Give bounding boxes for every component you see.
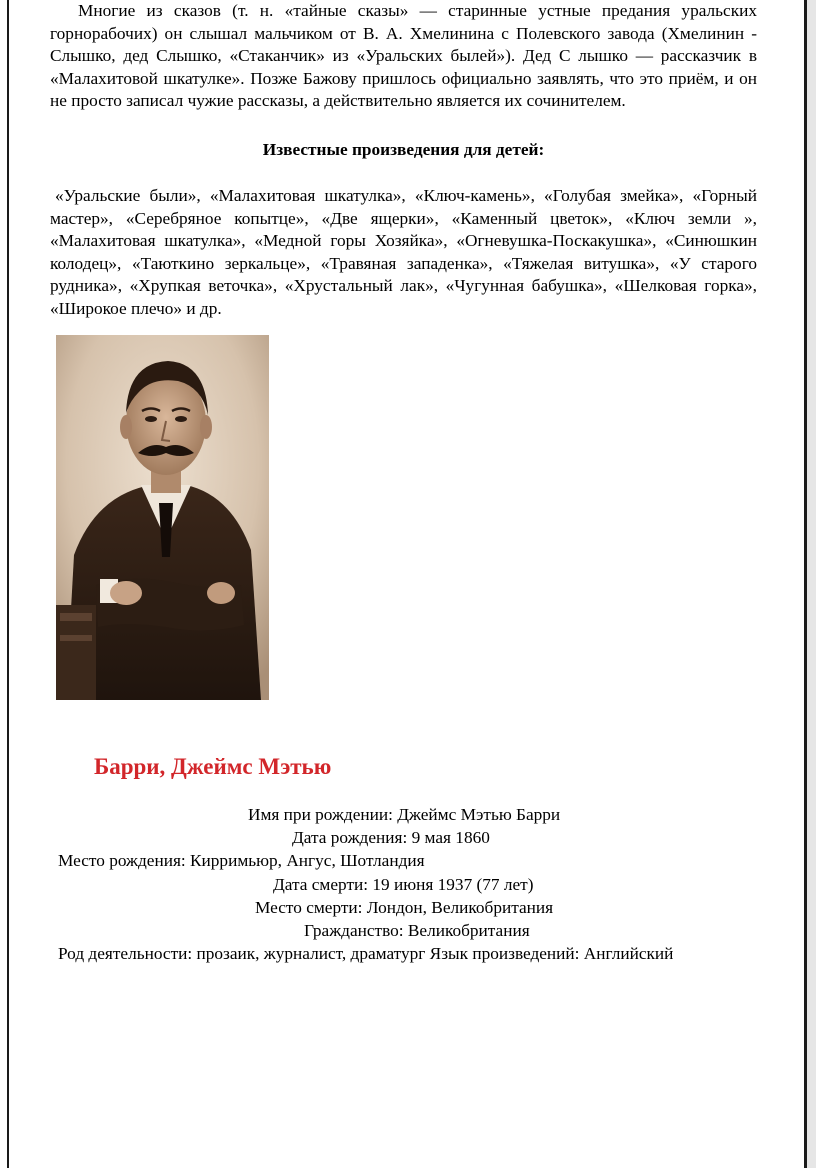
intro-paragraph: Многие из сказов (т. н. «тайные сказы» — старинные устные предания уральских горнорабочих) он слышал мальчиком от В. А. Хмелинина с Полевского завода (Хмелинин - Слышко, дед Слышко, «Стаканчик» из «Уральских былей»). Дед С лышко — рассказчик в «Малахитовой шкатулке». Позже Бажову пришлось официально заявлять, что это приём, и он не просто записал чужие рассказы, а действительно является их сочинителем. — [50, 1, 757, 110]
page-border-left — [7, 0, 9, 1168]
bio-birth-place: Место рождения: Кирримьюр, Ангус, Шотландия — [58, 851, 425, 870]
page-shadow — [807, 0, 816, 1168]
bio-occupation: Род деятельности: прозаик, журналист, драматург Язык произведений: Английский — [58, 944, 674, 963]
works-heading: Известные произведения для детей: — [262, 140, 545, 159]
author-name-heading: Барри, Джеймс Мэтью — [94, 754, 332, 779]
works-paragraph: «Уральские были», «Малахитовая шкатулка», «Ключ-камень», «Голубая змейка», «Горный мастер», «Серебряное копытце», «Две ящерки», «Каменный цветок», «Ключ земли », «Малахитовая шкатулка», «Медной горы Хозяйка», «Огневушка-Поскакушка», «Синюшкин колодец», «Таюткино зеркальце», «Травяная западенка», «Тяжелая витушка», «У старого рудника», «Хрупкая веточка», «Хрустальный лак», «Чугунная бабушка», «Шелковая горка», «Широкое плечо» и др. — [50, 186, 757, 318]
bio-birth-date: Дата рождения: 9 мая 1860 — [292, 828, 490, 847]
bio-citizenship: Гражданство: Великобритания — [304, 921, 530, 940]
bio-death-date: Дата смерти: 19 июня 1937 (77 лет) — [273, 875, 534, 894]
author-portrait-photo — [56, 335, 269, 700]
bio-birth-name: Имя при рождении: Джеймс Мэтью Барри — [248, 805, 561, 824]
bio-death-place: Место смерти: Лондон, Великобритания — [255, 898, 554, 917]
